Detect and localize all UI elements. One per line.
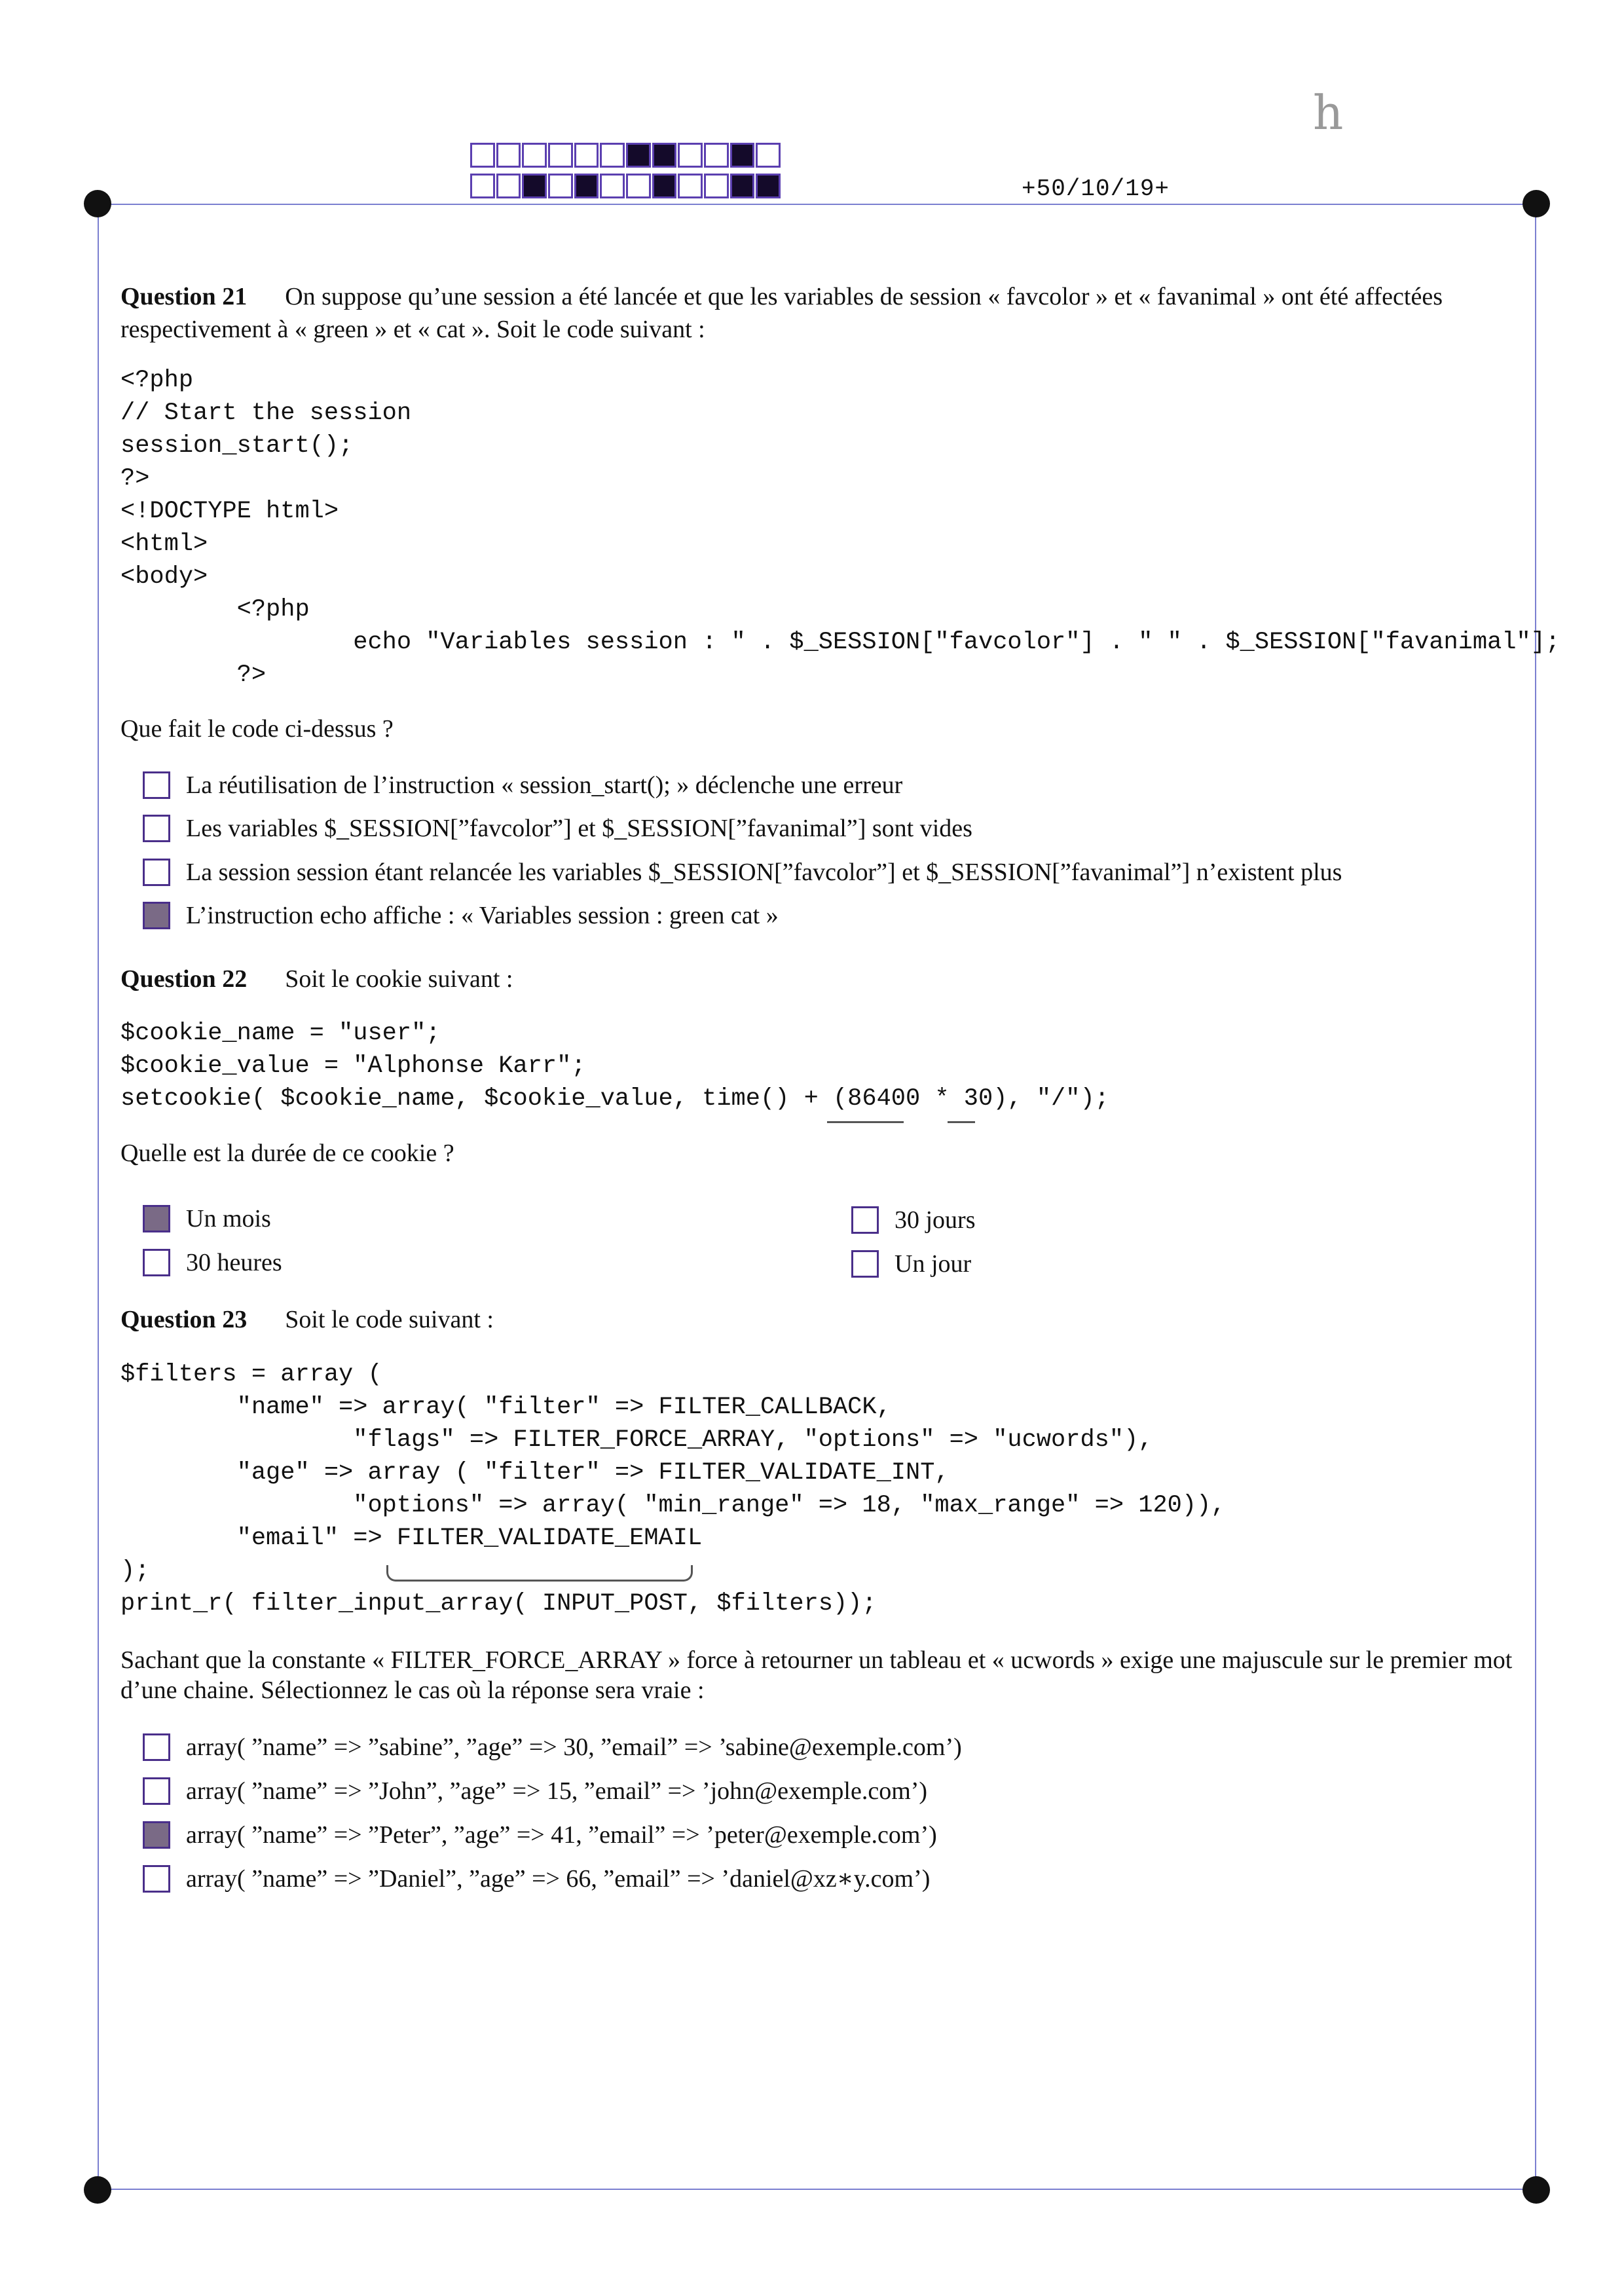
q23-option-1-label: array( ”name” => ”sabine”, ”age” => 30, ”email” => ’sabine@exemple.com’): [186, 1733, 962, 1761]
id-box: [522, 143, 547, 168]
id-box: [652, 174, 677, 198]
q22-option-1-label: Un mois: [186, 1205, 271, 1232]
id-box: [626, 143, 651, 168]
q21-option-2-checkbox[interactable]: [143, 815, 170, 842]
q21-option-4-label: L’instruction echo affiche : « Variables session : green cat »: [186, 902, 779, 929]
question-21-text: On suppose qu’une session a été lancée et que les variables de session « favcolor » et « favanimal » ont été affectées respectivement à « green » et « cat ». Soit le code suivant :: [120, 283, 1443, 343]
id-box: [470, 143, 495, 168]
question-22-code: $cookie_name = "user"; $cookie_value = "Alphonse Karr"; setcookie( $cookie_name, $cookie_value, time() + (86400 * 30), "/");: [120, 1020, 1109, 1113]
q21-option-3-checkbox[interactable]: [143, 859, 170, 886]
q23-option-3[interactable]: [143, 1819, 937, 1851]
id-box: [548, 143, 573, 168]
q23-option-2[interactable]: [143, 1775, 927, 1807]
q23-option-4-label: array( ”name” => ”Daniel”, ”age” => 66, ”email” => ’daniel@xz∗y.com’): [186, 1865, 931, 1893]
corner-mark-bottom-right: [1522, 2176, 1550, 2204]
id-box: [704, 143, 729, 168]
id-box: [496, 143, 521, 168]
id-box: [548, 174, 573, 198]
page-code: +50/10/19+: [1022, 176, 1170, 202]
id-box: [626, 174, 651, 198]
id-box: [678, 143, 703, 168]
q21-option-1-label: La réutilisation de l’instruction « session_start(); » déclenche une erreur: [186, 771, 903, 799]
id-box: [730, 174, 755, 198]
question-22-prompt: Quelle est la durée de ce cookie ?: [120, 1139, 454, 1167]
id-box: [600, 143, 625, 168]
corner-mark-top-left: [84, 190, 111, 217]
q23-option-1-checkbox[interactable]: [143, 1733, 170, 1761]
student-id-boxes-row-2: [470, 174, 782, 198]
question-23-label: Question 23: [120, 1306, 248, 1333]
q23-option-3-label: array( ”name” => ”Peter”, ”age” => 41, ”email” => ’peter@exemple.com’): [186, 1821, 937, 1849]
q23-option-2-label: array( ”name” => ”John”, ”age” => 15, ”email” => ’john@exemple.com’): [186, 1777, 928, 1805]
id-box: [730, 143, 755, 168]
question-23-text: Soit le code suivant :: [285, 1306, 494, 1333]
question-21-label: Question 21: [120, 283, 248, 310]
question-22-statement: [120, 963, 1515, 995]
handwritten-underline-30: [948, 1121, 975, 1123]
q21-option-2-label: Les variables $_SESSION[”favcolor”] et $_SESSION[”favanimal”] sont vides: [186, 815, 972, 842]
q23-option-2-checkbox[interactable]: [143, 1777, 170, 1805]
q22-option-4-label: Un jour: [895, 1250, 972, 1278]
id-box: [678, 174, 703, 198]
q21-option-2[interactable]: [143, 812, 972, 845]
q22-option-2-checkbox[interactable]: [851, 1206, 879, 1234]
corner-mark-top-right: [1522, 190, 1550, 217]
q22-option-1[interactable]: [143, 1202, 271, 1235]
q21-option-4[interactable]: [143, 899, 779, 932]
id-box: [470, 174, 495, 198]
q22-option-3-checkbox[interactable]: [143, 1249, 170, 1276]
id-box: [652, 143, 677, 168]
question-23-statement: [120, 1303, 1515, 1336]
q22-option-3[interactable]: [143, 1246, 282, 1279]
id-box: [756, 143, 781, 168]
q22-option-4-checkbox[interactable]: [851, 1250, 879, 1278]
handwritten-bracket-email: [386, 1565, 693, 1582]
id-box: [496, 174, 521, 198]
handwritten-mark: h: [1313, 85, 1344, 140]
question-23-code: $filters = array ( "name" => array( "filter" => FILTER_CALLBACK, "flags" => FILTER_FORCE_ARRAY, "options" => "ucwords"), "age" => array ( "filter" => FILTER_VALIDATE_INT, "options" => array( "min_range" => 18, "max_range" => 120)), "email" => FILTER_VALIDATE_EMAIL ); print_r( filter_input_array( INPUT_POST, $filters));: [120, 1361, 1226, 1618]
id-box: [522, 174, 547, 198]
q21-option-1-checkbox[interactable]: [143, 771, 170, 799]
student-id-boxes-row-1: [470, 143, 782, 168]
q23-option-1[interactable]: [143, 1731, 962, 1764]
question-21-statement: [120, 280, 1515, 346]
id-box: [574, 143, 599, 168]
q22-option-2-label: 30 jours: [895, 1206, 976, 1234]
q22-option-2[interactable]: [851, 1204, 976, 1236]
id-box: [574, 174, 599, 198]
q22-option-4[interactable]: [851, 1248, 971, 1280]
q21-option-3[interactable]: [143, 856, 1342, 889]
q23-option-4-checkbox[interactable]: [143, 1865, 170, 1893]
q23-option-3-checkbox[interactable]: [143, 1821, 170, 1849]
q21-option-3-label: La session session étant relancée les variables $_SESSION[”favcolor”] et $_SESSION[”favanimal”] n’existent plus: [186, 859, 1342, 886]
q21-option-4-checkbox[interactable]: [143, 902, 170, 929]
q22-option-3-label: 30 heures: [186, 1249, 282, 1276]
question-21-code: <?php // Start the session session_start(); ?> <!DOCTYPE html> <html> <body> <?php echo "Variables session : " . $_SESSION["favcolor"] . " " . $_SESSION["favanimal"]; ?>: [120, 367, 1560, 689]
q23-option-4[interactable]: [143, 1862, 930, 1895]
id-box: [704, 174, 729, 198]
question-21-prompt: Que fait le code ci-dessus ?: [120, 715, 394, 743]
q22-option-1-checkbox[interactable]: [143, 1205, 170, 1232]
q21-option-1[interactable]: [143, 769, 902, 802]
question-22-label: Question 22: [120, 965, 248, 993]
handwritten-underline-86400: [827, 1121, 904, 1123]
question-23-prompt: Sachant que la constante « FILTER_FORCE_ARRAY » force à retourner un tableau et « ucwords » exige une majuscule sur le premier mot d’une chaine. Sélectionnez le cas où la réponse sera vraie :: [120, 1646, 1513, 1704]
id-box: [756, 174, 781, 198]
corner-mark-bottom-left: [84, 2176, 111, 2204]
question-22-text: Soit le cookie suivant :: [285, 965, 513, 993]
id-box: [600, 174, 625, 198]
